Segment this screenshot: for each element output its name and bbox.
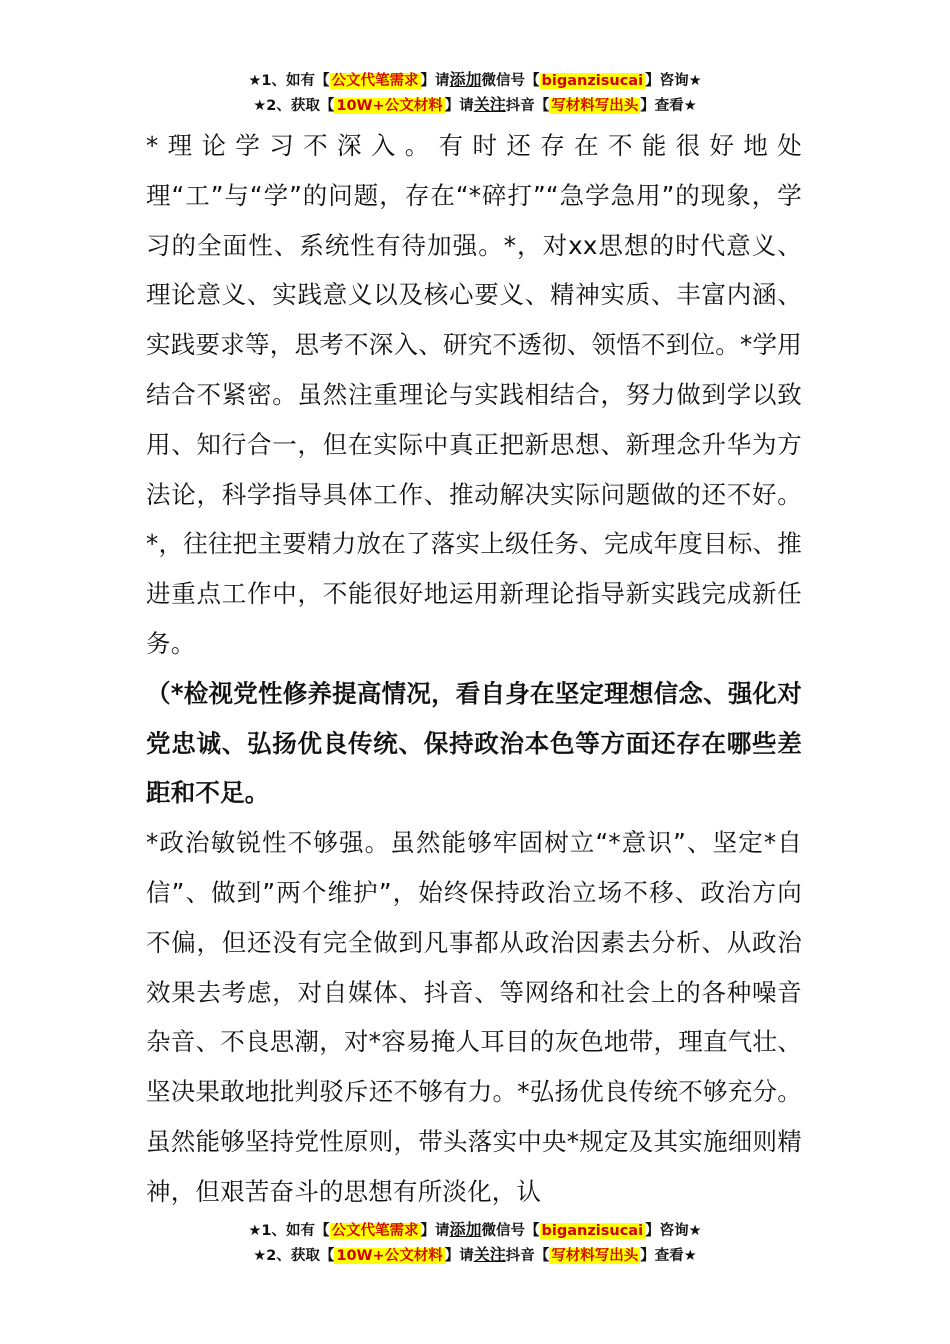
highlight-service: 公文代笔需求: [331, 1223, 419, 1239]
banner-line-1: [0, 68, 950, 93]
highlight-douyin-account: 写材料写出头: [551, 1248, 639, 1264]
banner-text: 】咨询★: [645, 1223, 702, 1239]
emphasis-add: 添加: [449, 1220, 482, 1239]
banner-line-2: [0, 93, 950, 118]
highlight-materials: 10W+公文材料: [336, 98, 443, 114]
highlight-materials: 10W+公文材料: [336, 1248, 443, 1264]
banner-text: 】咨询★: [645, 73, 702, 89]
banner-text: 】请: [444, 1248, 474, 1264]
bottom-banner: [0, 1218, 950, 1268]
emphasis-follow: 关注: [473, 95, 506, 114]
section-heading: （*检视党性修养提高情况，看自身在坚定理想信念、强化对党忠诚、弘扬优良传统、保持政治本色等方面还存在哪些差距和不足。: [146, 678, 802, 808]
banner-text: 】请: [444, 98, 474, 114]
top-banner: [0, 68, 950, 118]
banner-line-2: [0, 1243, 950, 1268]
highlight-wechat-id: biganzisucai: [541, 1223, 644, 1239]
banner-text: ★2、获取【: [253, 1248, 335, 1264]
paragraph-theory-study: *理论学习不深入。有时还存在不能很好地处理“工”与“学”的问题，存在“*碎打”“急学急用”的现象，学习的全面性、系统性有待加强。*，对xx思想的时代意义、理论意义、实践意义以及核心要义、精神实质、丰富内涵、实践要求等，思考不深入、研究不透彻、领悟不到位。*学用结合不紧密。虽然注重理论与实践相结合，努力做到学以致用、知行合一，但在实际中真正把新思想、新理念升华为方法论，科学指导具体工作、推动解决实际问题做的还不好。*，往往把主要精力放在了落实上级任务、完成年度目标、推进重点工作中，不能很好地运用新理论指导新实践完成新任务。: [146, 131, 802, 658]
banner-text: 】查看★: [640, 98, 697, 114]
banner-text: 抖音【: [505, 1248, 550, 1264]
banner-text: 微信号【: [481, 1223, 540, 1239]
banner-line-1: [0, 1218, 950, 1243]
highlight-douyin-account: 写材料写出头: [551, 98, 639, 114]
highlight-service: 公文代笔需求: [331, 73, 419, 89]
emphasis-follow: 关注: [473, 1245, 506, 1264]
banner-text: ★2、获取【: [253, 98, 335, 114]
highlight-wechat-id: biganzisucai: [541, 73, 644, 89]
banner-text: 微信号【: [481, 73, 540, 89]
banner-text: 】请: [420, 73, 450, 89]
banner-text: 抖音【: [505, 98, 550, 114]
banner-text: 】请: [420, 1223, 450, 1239]
emphasis-add: 添加: [449, 70, 482, 89]
paragraph-political-sensitivity: *政治敏锐性不够强。虽然能够牢固树立“*意识”、坚定*自信”、做到”两个维护”，始终保持政治立场不移、政治方向不偏，但还没有完全做到凡事都从政治因素去分析、从政治效果去考虑，对自媒体、抖音、等网络和社会上的各种噪音杂音、不良思潮，对*容易掩人耳目的灰色地带，理直气壮、坚决果敢地批判驳斥还不够有力。*弘扬优良传统不够充分。虽然能够坚持党性原则，带头落实中央*规定及其实施细则精神，但艰苦奋斗的思想有所淡化，认: [146, 828, 802, 1206]
banner-text: ★1、如有【: [248, 73, 330, 89]
banner-text: ★1、如有【: [248, 1223, 330, 1239]
banner-text: 】查看★: [640, 1248, 697, 1264]
document-body: [146, 121, 802, 1217]
